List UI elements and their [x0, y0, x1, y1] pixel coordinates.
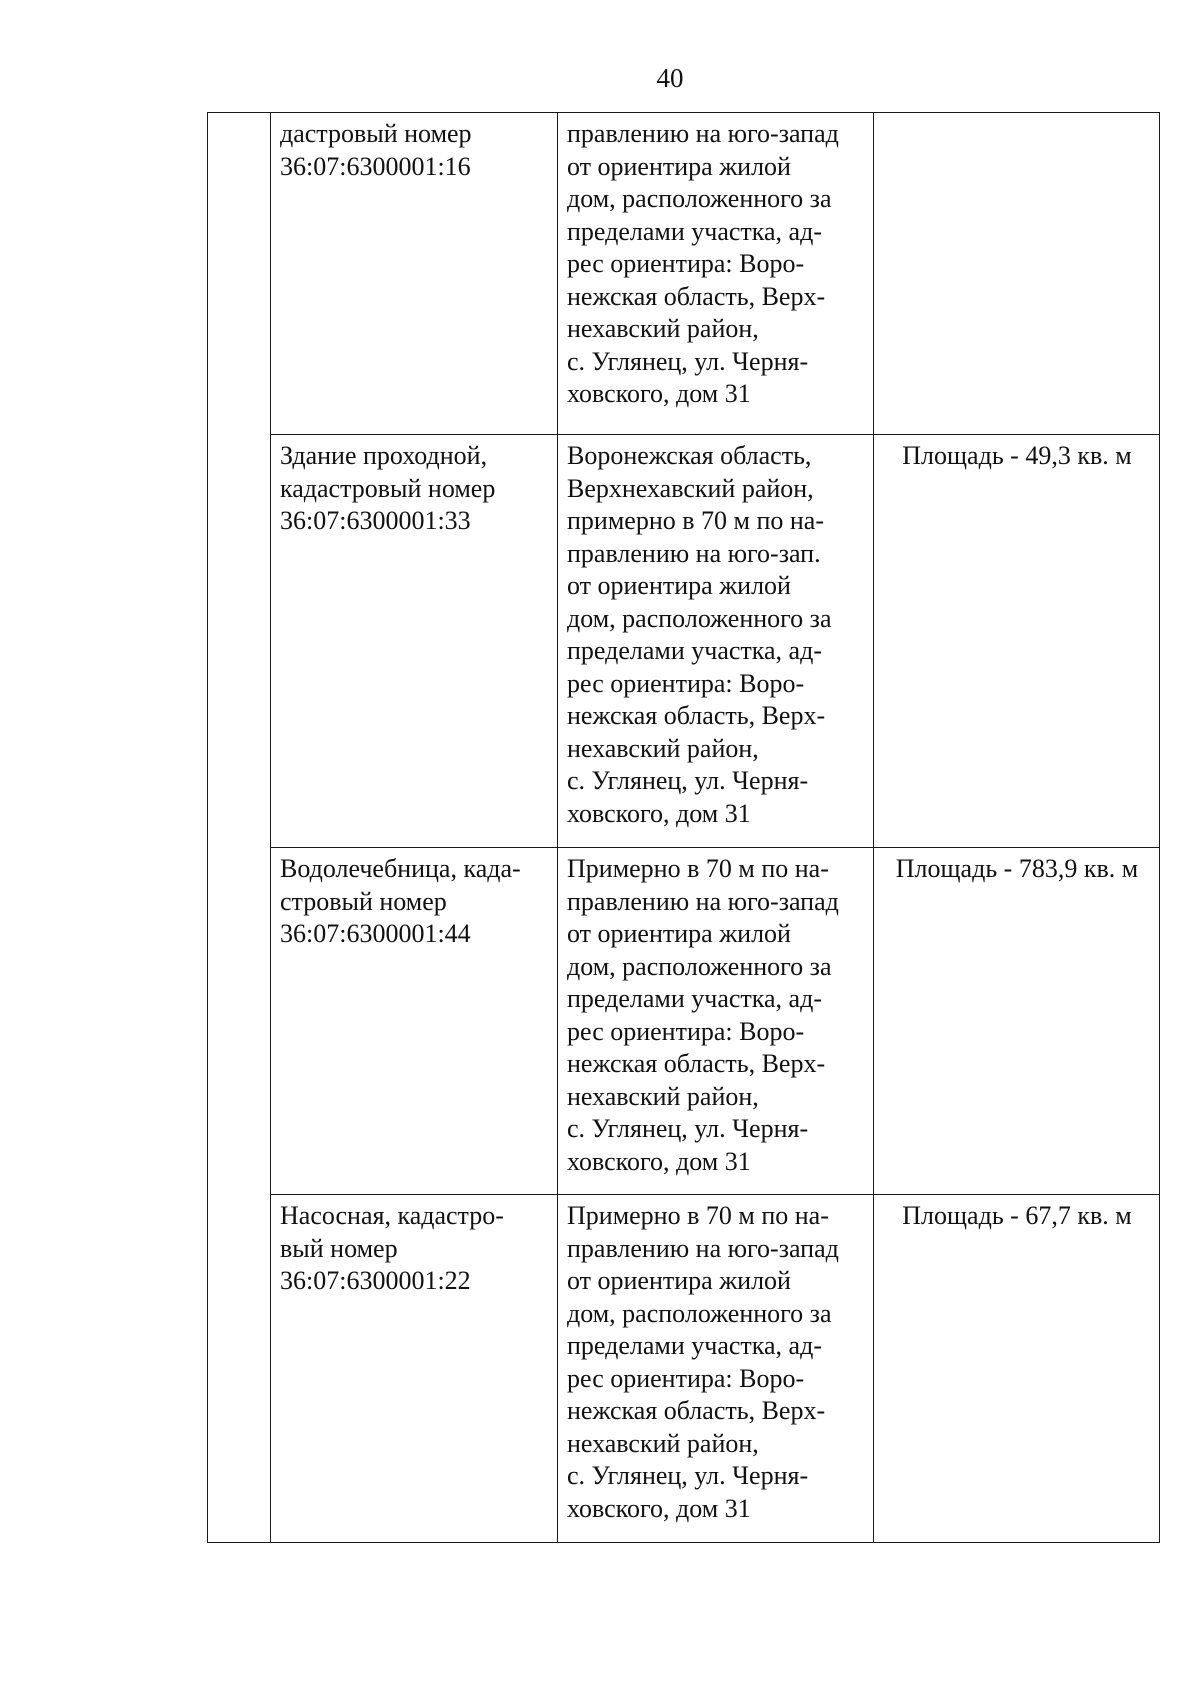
table-row: [208, 848, 1160, 1195]
area-cell: [874, 435, 1160, 848]
address-text: Примерно в 70 м по на- правлению на юго-запад от ориентира жилой дом, расположенного за пределами участка, ад- рес ориентира: Воро- нежская область, Верх- нехавский район, с. Углянец, ул. Черня- ховского, дом 31: [567, 854, 839, 1176]
object-cell: [271, 1195, 558, 1543]
table-row: [208, 435, 1160, 848]
object-text: Насосная, кадастро- вый номер 36:07:6300001:22: [280, 1201, 504, 1295]
area-cell: [874, 113, 1160, 435]
address-cell: [558, 435, 874, 848]
table-row: [208, 113, 1160, 435]
address-cell: [558, 113, 874, 435]
property-table: [207, 112, 1160, 1543]
object-cell: [271, 113, 558, 435]
address-text: Примерно в 70 м по на- правлению на юго-запад от ориентира жилой дом, расположенного за пределами участка, ад- рес ориентира: Воро- нежская область, Верх- нехавский район, с. Углянец, ул. Черня- ховского, дом 31: [567, 1201, 839, 1523]
area-cell: [874, 1195, 1160, 1543]
table-row: [208, 1195, 1160, 1543]
row-index-cell: [208, 113, 271, 1543]
address-cell: [558, 848, 874, 1195]
address-text: правлению на юго-запад от ориентира жилой дом, расположенного за пределами участка, ад- рес ориентира: Воро- нежская область, Верх- нехавский район, с. Углянец, ул. Черня- ховского, дом 31: [567, 119, 839, 408]
area-text: Площадь - 783,9 кв. м: [895, 854, 1139, 883]
area-cell: [874, 848, 1160, 1195]
address-text: Воронежская область, Верхнехавский район, примерно в 70 м по на- правлению на юго-зап. от ориентира жилой дом, расположенного за пределами участка, ад- рес ориентира: Воро- нежская область, Верх- нехавский район, с. Углянец, ул. Черня- ховского, дом 31: [567, 441, 832, 828]
page-number: 40: [656, 63, 684, 93]
object-text: Водолечебница, када- стровый номер 36:07:6300001:44: [280, 854, 521, 948]
address-cell: [558, 1195, 874, 1543]
object-cell: [271, 435, 558, 848]
object-text: Здание проходной, кадастровый номер 36:07:6300001:33: [280, 441, 496, 535]
area-text: Площадь - 49,3 кв. м: [902, 441, 1132, 470]
area-text: Площадь - 67,7 кв. м: [902, 1201, 1132, 1230]
object-cell: [271, 848, 558, 1195]
object-text: дастровый номер 36:07:6300001:16: [280, 119, 472, 181]
